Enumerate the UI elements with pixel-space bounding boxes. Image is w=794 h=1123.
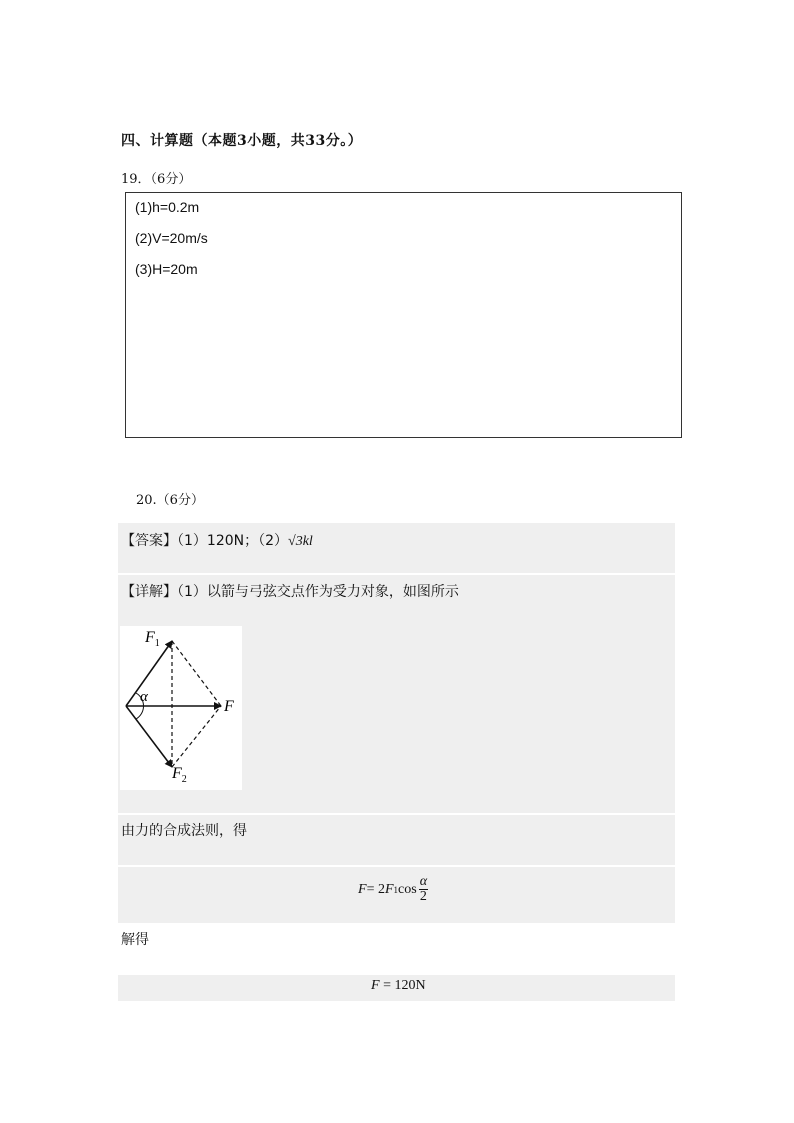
- detail-tag: 【详解】: [121, 584, 177, 600]
- rule-text: 由力的合成法则，得: [121, 823, 247, 839]
- vector-f1: [126, 641, 172, 706]
- force-diagram: [120, 626, 242, 790]
- formula-2: F = 120N: [371, 978, 426, 993]
- rule-row: [118, 815, 675, 865]
- formula2-row: [118, 975, 675, 1001]
- answer-19-part-3: (3)H=20m: [135, 261, 198, 277]
- solve-text: 解得: [121, 932, 149, 948]
- answer-tag: 【答案】: [121, 533, 177, 549]
- answer-19-part-2: (2)V=20m/s: [135, 230, 208, 246]
- answer-text: （1）120N；（2）: [177, 533, 289, 549]
- detail-row: [118, 575, 675, 627]
- f-label: F: [224, 698, 234, 715]
- dashed-edge: [172, 641, 221, 706]
- force-vector-diagram: [120, 626, 242, 790]
- formula1-row: [118, 867, 675, 923]
- question-20-label: 20.（6分）: [136, 493, 204, 508]
- answer-row: [118, 523, 675, 573]
- dashed-edge: [172, 706, 221, 767]
- answer-19-part-1: (1)h=0.2m: [135, 199, 200, 215]
- alpha-label: α: [140, 689, 148, 705]
- question-19-label: 19．（6分）: [121, 172, 192, 187]
- answer-expression: √3kl: [288, 534, 313, 549]
- answer-box-19: [125, 192, 682, 438]
- vector-f2: [126, 706, 172, 767]
- fraction: α 2: [419, 874, 428, 904]
- section-title: 四、计算题（本题3小题，共33分。）: [121, 133, 363, 149]
- detail-text: （1）以箭与弓弦交点作为受力对象，如图所示: [177, 584, 459, 600]
- f2-label: $F_2$: [172, 765, 187, 785]
- formula-1: F = 2 F 1 cos α 2: [358, 874, 428, 904]
- f1-label: $F_1$: [145, 629, 160, 649]
